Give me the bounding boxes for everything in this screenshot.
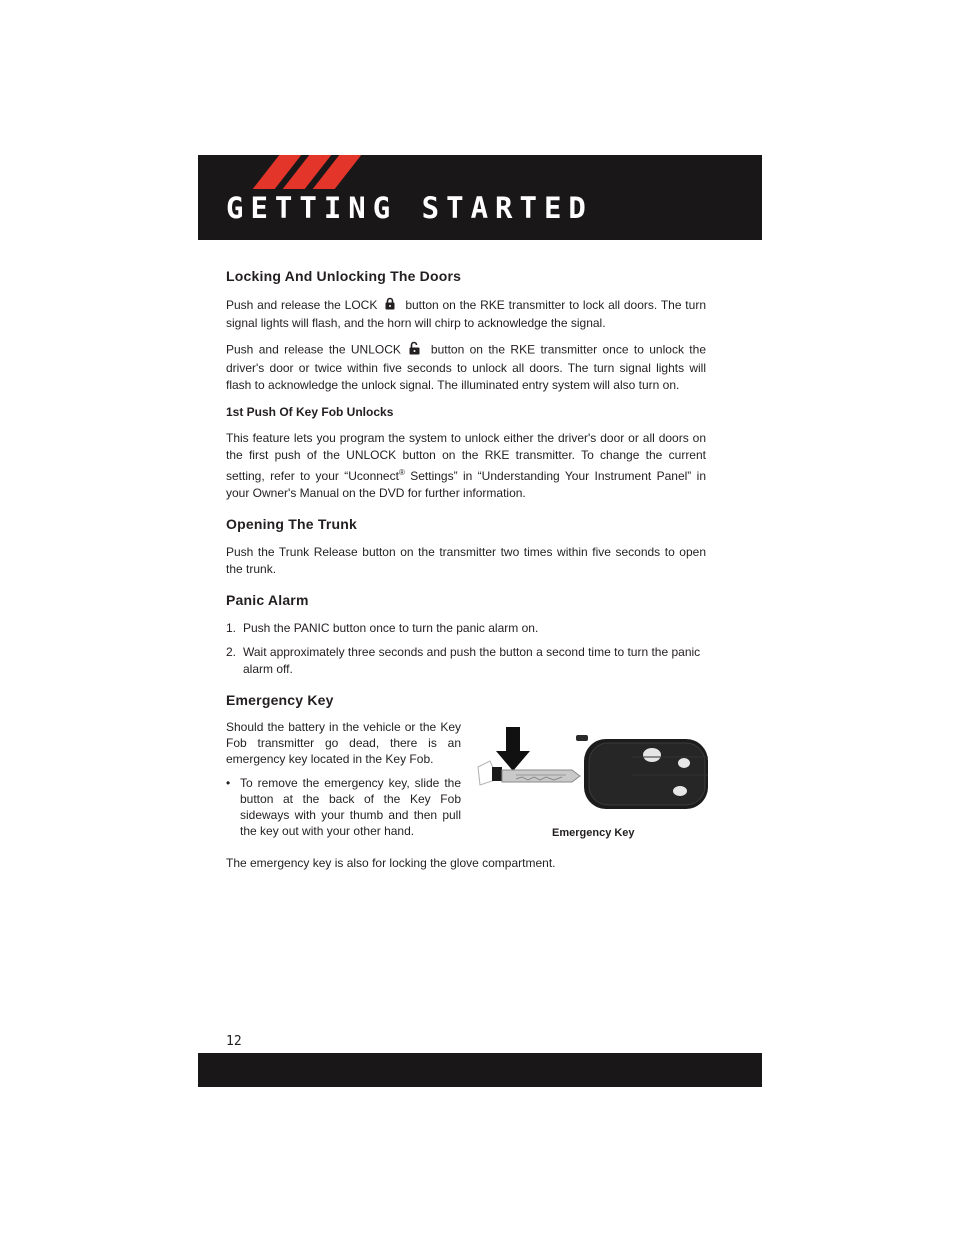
emergency-section xyxy=(226,719,706,849)
bullet-dot: • xyxy=(226,776,231,790)
lock-icon xyxy=(385,297,395,315)
heading-trunk: Opening The Trunk xyxy=(226,516,357,532)
step-text: Wait approximately three seconds and push the button a second time to turn the panic alarm off. xyxy=(243,645,701,676)
step-number: 2. xyxy=(226,645,237,659)
first-push-text-after: Settings” in “Understanding Your Instrument Panel” in your Owner's Manual on the DVD for further information. xyxy=(226,469,706,500)
header-title: GETTING STARTED xyxy=(226,191,593,225)
unlock-text-before: Push and release the UNLOCK xyxy=(226,342,401,357)
panic-steps xyxy=(226,620,706,678)
trunk-button-icon xyxy=(643,748,661,762)
lock-button-icon xyxy=(678,758,690,768)
emergency-paragraph: Should the battery in the vehicle or the Key Fob transmitter go dead, there is an emergency key located in the Key Fob. xyxy=(226,720,461,766)
page-content xyxy=(226,268,706,872)
page-footer xyxy=(198,1053,762,1087)
unlock-button-icon xyxy=(673,786,687,796)
list-item xyxy=(226,620,706,637)
page-number: 12 xyxy=(226,1034,242,1049)
trunk-paragraph: Push the Trunk Release button on the transmitter two times within five seconds to open the trunk. xyxy=(226,545,706,576)
locking-paragraph-1 xyxy=(226,297,706,332)
key-fob-image xyxy=(476,727,712,827)
heading-emergency-key: Emergency Key xyxy=(226,692,334,708)
step-text: Push the PANIC button once to turn the panic alarm on. xyxy=(243,621,539,635)
list-item xyxy=(226,644,706,678)
heading-first-push: 1st Push Of Key Fob Unlocks xyxy=(226,405,394,419)
lock-text-after: button on the RKE transmitter to lock all doors. The turn signal lights will flash, and the horn will chirp to acknowledge the signal. xyxy=(226,298,706,330)
unlock-text-after: button on the RKE transmitter once to unlock the driver's door or twice within five seconds to unlock all doors. The turn signal lights will flash to acknowledge the unlock signal. The illuminated entry system will also turn on. xyxy=(226,342,706,392)
emergency-bullet xyxy=(226,775,461,839)
emergency-text xyxy=(226,719,461,839)
figure-caption: Emergency Key xyxy=(552,827,635,839)
first-push-paragraph xyxy=(226,430,706,502)
locking-paragraph-2 xyxy=(226,341,706,394)
page-header xyxy=(198,155,762,240)
step-number: 1. xyxy=(226,621,237,635)
first-push-text-before: This feature lets you program the system to unlock either the driver's door or all doors on the first push of the UNLOCK button on the RKE transmitter. To change the current setting, refer to your “Uconnect xyxy=(226,431,706,483)
unlock-icon xyxy=(409,341,421,360)
emergency-paragraph-2: The emergency key is also for locking the glove compartment. xyxy=(226,856,556,870)
arrow-down-icon xyxy=(496,727,530,771)
emergency-key-figure xyxy=(476,727,712,839)
heading-locking: Locking And Unlocking The Doors xyxy=(226,268,462,284)
bullet-text: To remove the emergency key, slide the button at the back of the Key Fob sideways with your thumb and then pull the key out with your other hand. xyxy=(240,776,461,838)
lock-text-before: Push and release the LOCK xyxy=(226,298,378,313)
heading-panic: Panic Alarm xyxy=(226,592,309,608)
registered-mark: ® xyxy=(398,468,405,477)
